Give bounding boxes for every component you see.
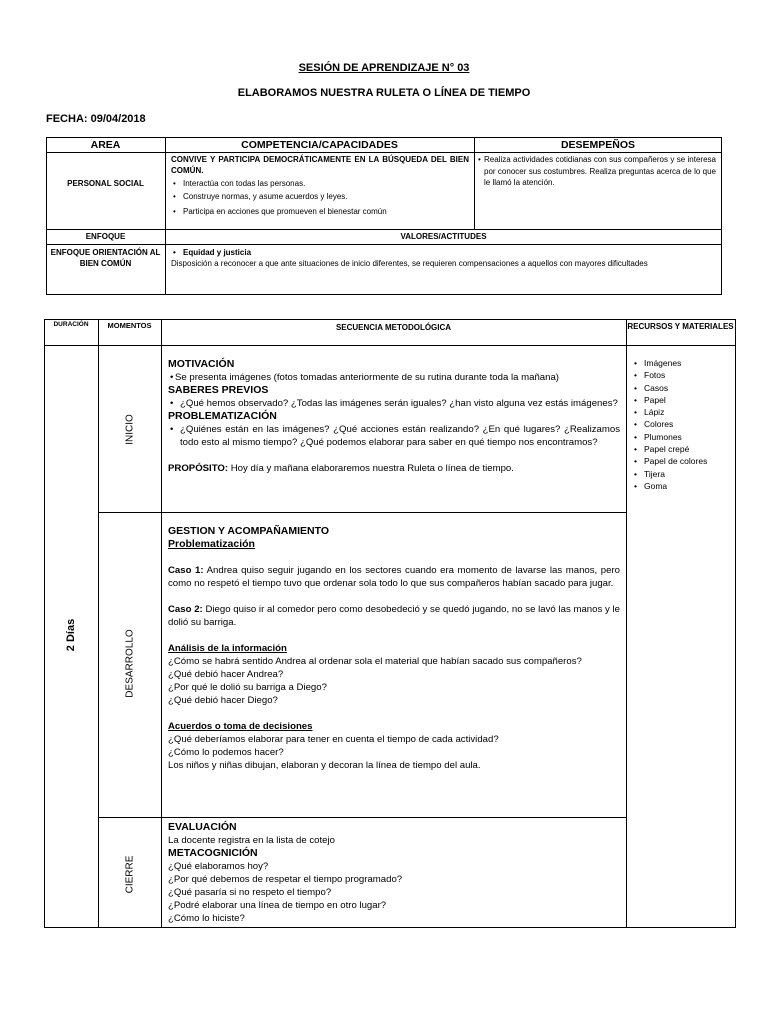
proposito-text: Hoy día y mañana elaboraremos nuestra Ruleta o línea de tiempo. xyxy=(228,463,514,474)
enfoque-name: ENFOQUE ORIENTACIÓN AL BIEN COMÚN xyxy=(50,248,161,268)
evaluacion-title: EVALUACIÓN xyxy=(168,821,237,833)
problematizacion-subtitle: Problematización xyxy=(168,538,255,550)
material-item: • Papel xyxy=(632,394,732,406)
capacidad-item: • Interactúa con todas las personas. xyxy=(171,178,469,189)
acuerdos-line: ¿Cómo lo podemos hacer? xyxy=(168,747,284,758)
metacognicion-title: METACOGNICIÓN xyxy=(168,847,258,859)
evaluacion-text: La docente registra en la lista de cotejo xyxy=(168,835,335,846)
duracion-header: DURACIÓN xyxy=(53,321,89,328)
enfoque-header: ENFOQUE xyxy=(85,232,126,241)
metacognicion-line: ¿Qué elaboramos hoy? xyxy=(168,861,269,872)
problematizacion-title: PROBLEMATIZACIÓN xyxy=(168,410,277,422)
valores-header: VALORES/ACTITUDES xyxy=(400,232,487,241)
caso-1-text: Andrea quiso seguir jugando en los sectores cuando era momento de lavarse las manos, pero como no respetó el tiempo tuvo que ordenar sola todo lo que sus compañeros habían sacado para jugar. xyxy=(168,565,620,589)
bullet-icon: • xyxy=(478,155,481,164)
area-value: PERSONAL SOCIAL xyxy=(67,179,144,188)
metacognicion-line: ¿Por qué debemos de respetar el tiempo programado? xyxy=(168,874,403,885)
caso-1 xyxy=(168,564,620,590)
metacognicion-line: ¿Cómo lo hiciste? xyxy=(168,913,245,924)
desarrollo-label: DESARROLLO xyxy=(124,629,136,698)
acuerdos-title: Acuerdos o toma de decisiones xyxy=(168,721,313,732)
metacognicion-line: ¿Qué pasaría si no respeto el tiempo? xyxy=(168,887,332,898)
area-header: AREA xyxy=(90,139,121,151)
session-title: ELABORAMOS NUESTRA RULETA O LÍNEA DE TIEMPO xyxy=(237,87,531,99)
material-item: • Tijera xyxy=(632,468,732,480)
analisis-line: ¿Qué debió hacer Diego? xyxy=(168,695,278,706)
competencia-title: CONVIVE Y PARTICIPA DEMOCRÁTICAMENTE EN LA BÚSQUEDA DEL BIEN COMÚN. xyxy=(171,155,469,175)
acuerdos-line: ¿Qué deberíamos elaborar para tener en cuenta el tiempo de cada actividad? xyxy=(168,734,499,745)
analisis-title: Análisis de la información xyxy=(168,643,287,654)
actitud-text: Disposición a reconocer a que ante situaciones de inicio diferentes, se requieren compensaciones a aquellos con mayores dificultades xyxy=(171,259,648,268)
proposito-label: PROPÓSITO: xyxy=(168,463,229,474)
duracion-value: 2 Días xyxy=(65,618,77,652)
desempeno-cell xyxy=(478,154,716,189)
valores-cell xyxy=(171,247,716,269)
problematizacion-text: • ¿Quiénes están en las imágenes? ¿Qué acciones están realizando? ¿En qué lugares? ¿Realizamos todo esto al mismo tiempo? ¿Qué podemos elaborar para saber en qué tiempo nos encontramos? xyxy=(168,423,620,449)
saberes-title: SABERES PREVIOS xyxy=(168,384,269,396)
caso-2-label: Caso 2: xyxy=(168,604,203,615)
momentos-header: MOMENTOS xyxy=(107,321,152,330)
desempenos-header: DESEMPEÑOS xyxy=(560,139,636,151)
motivacion-title: MOTIVACIÓN xyxy=(168,358,235,370)
desempeno-text: Realiza actividades cotidianas con sus compañeros y se interesa por conocer sus costumbres. Realiza preguntas acerca de lo que le llamó la atención. xyxy=(484,155,716,187)
gestion-title: GESTION Y ACOMPAÑAMIENTO xyxy=(168,525,330,537)
material-item: • Plumones xyxy=(632,431,732,443)
material-item: • Papel crepé xyxy=(632,443,732,455)
acuerdos-line: Los niños y niñas dibujan, elaboran y decoran la línea de tiempo del aula. xyxy=(168,760,481,771)
material-item: • Casos xyxy=(632,382,732,394)
capacidades-list xyxy=(171,178,469,217)
materiales-list xyxy=(632,357,732,492)
competencia-cell xyxy=(171,154,469,217)
inicio-label: INICIO xyxy=(124,414,136,445)
analisis-line: ¿Por qué le dolió su barriga a Diego? xyxy=(168,682,327,693)
proposito xyxy=(168,462,620,475)
analisis-line: ¿Cómo se habrá sentido Andrea al ordenar sola el material que habían sacado sus compañeros? xyxy=(168,656,582,667)
metacognicion-line: ¿Podré elaborar una línea de tiempo en otro lugar? xyxy=(168,900,387,911)
cierre-content xyxy=(168,821,620,925)
material-item: • Papel de colores xyxy=(632,455,732,467)
analisis-line: ¿Qué debió hacer Andrea? xyxy=(168,669,284,680)
date-label: FECHA: 09/04/2018 xyxy=(46,113,146,125)
capacidad-item: • Participa en acciones que promueven el bienestar común xyxy=(171,206,469,217)
recursos-header: RECURSOS Y MATERIALES xyxy=(627,322,734,331)
caso-2-text: Diego quiso ir al comedor pero como desobedeció y se quedó jugando, no se lavó las manos y le dolió su barriga. xyxy=(168,604,621,628)
caso-1-label: Caso 1: xyxy=(168,565,204,576)
material-item: • Lápiz xyxy=(632,406,732,418)
saberes-text: • ¿Qué hemos observado? ¿Todas las imágenes serán iguales? ¿han visto alguna vez estás imágenes? xyxy=(168,397,620,410)
cierre-label: CIERRE xyxy=(124,855,136,894)
material-item: • Fotos xyxy=(632,369,732,381)
session-number: SESIÓN DE APRENDIZAJE N° 03 xyxy=(298,62,470,74)
caso-2 xyxy=(168,603,620,629)
competencia-header: COMPETENCIA/CAPACIDADES xyxy=(241,139,398,151)
secuencia-header: SECUENCIA METODOLÓGICA xyxy=(335,323,452,332)
motivacion-text: • Se presenta imágenes (fotos tomadas anteriormente de su rutina durante toda la mañana) xyxy=(168,371,620,384)
material-item: • Imágenes xyxy=(632,357,732,369)
material-item: • Colores xyxy=(632,418,732,430)
desarrollo-content xyxy=(168,525,620,772)
valor-item: • Equidad y justicia xyxy=(171,247,716,258)
inicio-content xyxy=(168,358,620,475)
material-item: • Goma xyxy=(632,480,732,492)
capacidad-item: • Construye normas, y asume acuerdos y leyes. xyxy=(171,191,469,202)
